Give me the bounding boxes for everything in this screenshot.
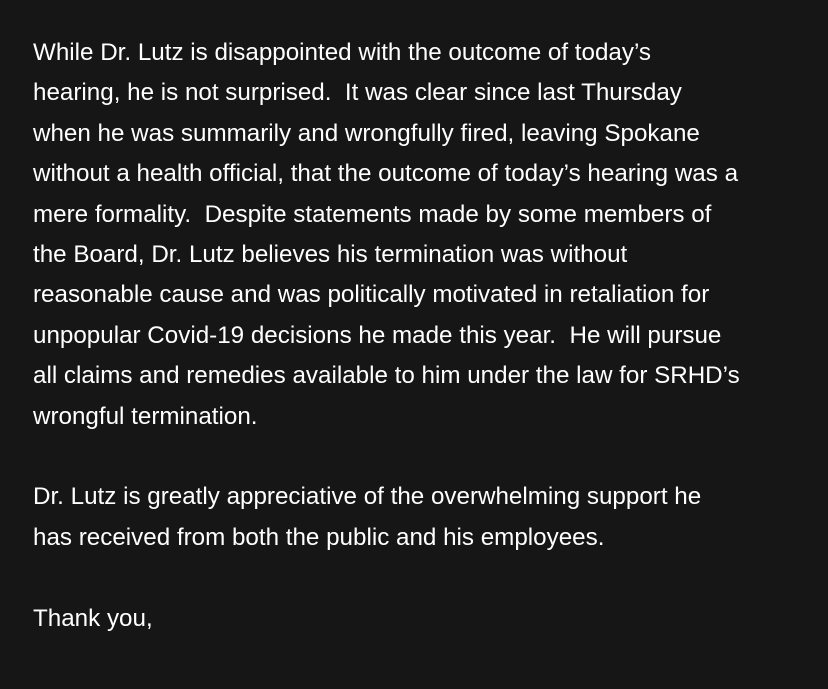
paragraph-appreciation (33, 477, 823, 558)
text-line: wrongful termination. (33, 402, 258, 430)
closing-text: Thank you, (33, 604, 153, 632)
text-line: hearing, he is not surprised. It was clear since last Thursday (33, 79, 682, 107)
paragraph-hearing-outcome (33, 33, 823, 437)
text-line: Dr. Lutz is greatly appreciative of the overwhelming support he (33, 483, 702, 511)
closing-line (33, 599, 823, 639)
text-line: all claims and remedies available to him under the law for SRHD’s (33, 362, 740, 390)
text-line: mere formality. Despite statements made by some members of (33, 200, 712, 228)
text-line: has received from both the public and his employees. (33, 523, 605, 551)
text-line: when he was summarily and wrongfully fired, leaving Spokane (33, 119, 700, 147)
text-line: While Dr. Lutz is disappointed with the outcome of today’s (33, 39, 652, 66)
text-line: the Board, Dr. Lutz believes his termination was without (33, 241, 628, 269)
text-line: without a health official, that the outcome of today’s hearing was a (33, 160, 739, 188)
statement-document (33, 33, 823, 639)
text-line: unpopular Covid-19 decisions he made this year. He will pursue (33, 321, 722, 349)
text-line: reasonable cause and was politically motivated in retaliation for (33, 281, 710, 309)
